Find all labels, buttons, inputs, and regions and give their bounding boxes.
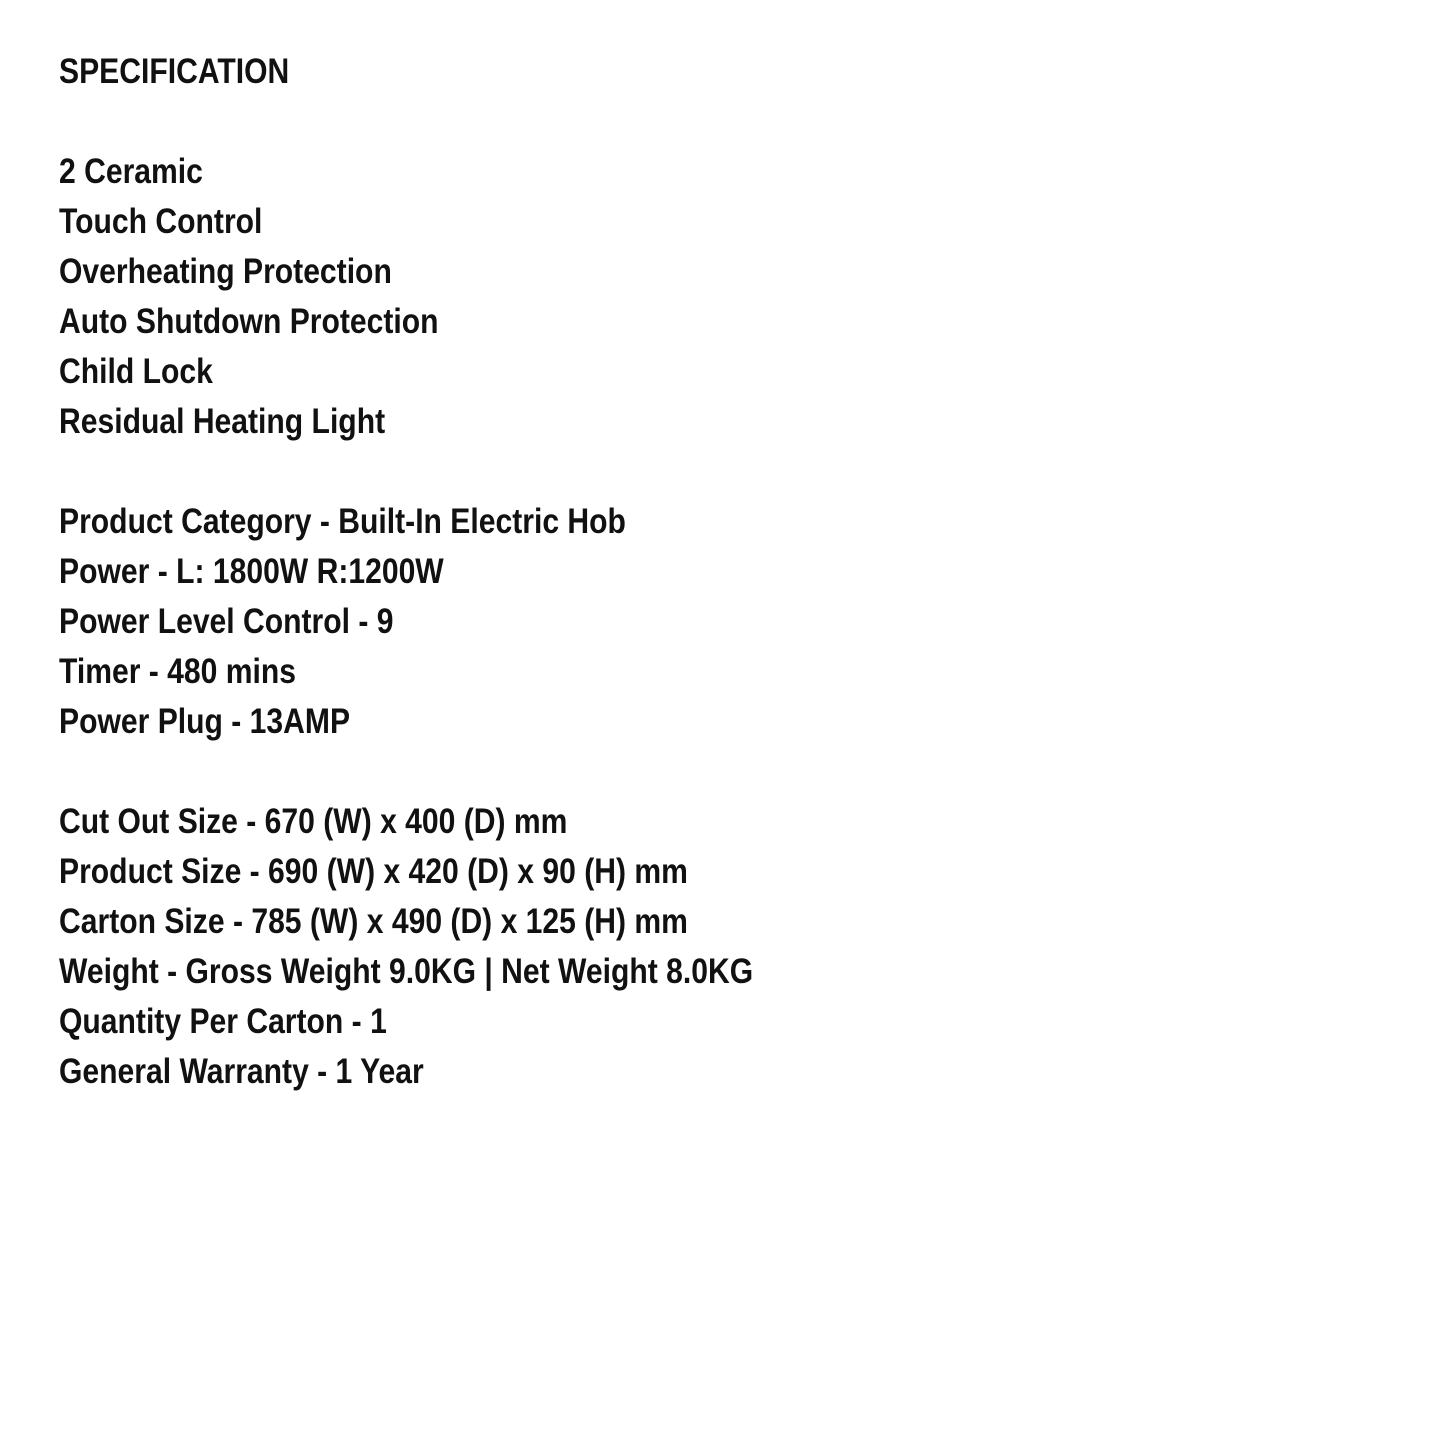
features-list (59, 147, 1379, 447)
specification-sheet (59, 47, 1379, 1097)
feature-item: 2 Ceramic (59, 152, 203, 191)
feature-item: Residual Heating Light (59, 402, 386, 441)
dimension-item: General Warranty - 1 Year (59, 1052, 424, 1091)
dimension-item: Carton Size - 785 (W) x 490 (D) x 125 (H) mm (59, 902, 688, 941)
feature-item: Auto Shutdown Protection (59, 302, 439, 341)
dimensions-list (59, 797, 1379, 1097)
feature-item: Overheating Protection (59, 252, 392, 291)
spec-item: Power Plug - 13AMP (59, 702, 351, 741)
dimension-item: Cut Out Size - 670 (W) x 400 (D) mm (59, 802, 568, 841)
specs-list (59, 497, 1379, 747)
spec-item: Product Category - Built-In Electric Hob (59, 502, 626, 541)
dimension-item: Quantity Per Carton - 1 (59, 1002, 387, 1041)
spec-item: Timer - 480 mins (59, 652, 297, 691)
page-title: SPECIFICATION (59, 52, 290, 91)
dimension-item: Product Size - 690 (W) x 420 (D) x 90 (H) mm (59, 852, 688, 891)
dimension-item: Weight - Gross Weight 9.0KG | Net Weight 8.0KG (59, 952, 754, 991)
spec-item: Power - L: 1800W R:1200W (59, 552, 444, 591)
feature-item: Touch Control (59, 202, 263, 241)
feature-item: Child Lock (59, 352, 213, 391)
spec-item: Power Level Control - 9 (59, 602, 394, 641)
